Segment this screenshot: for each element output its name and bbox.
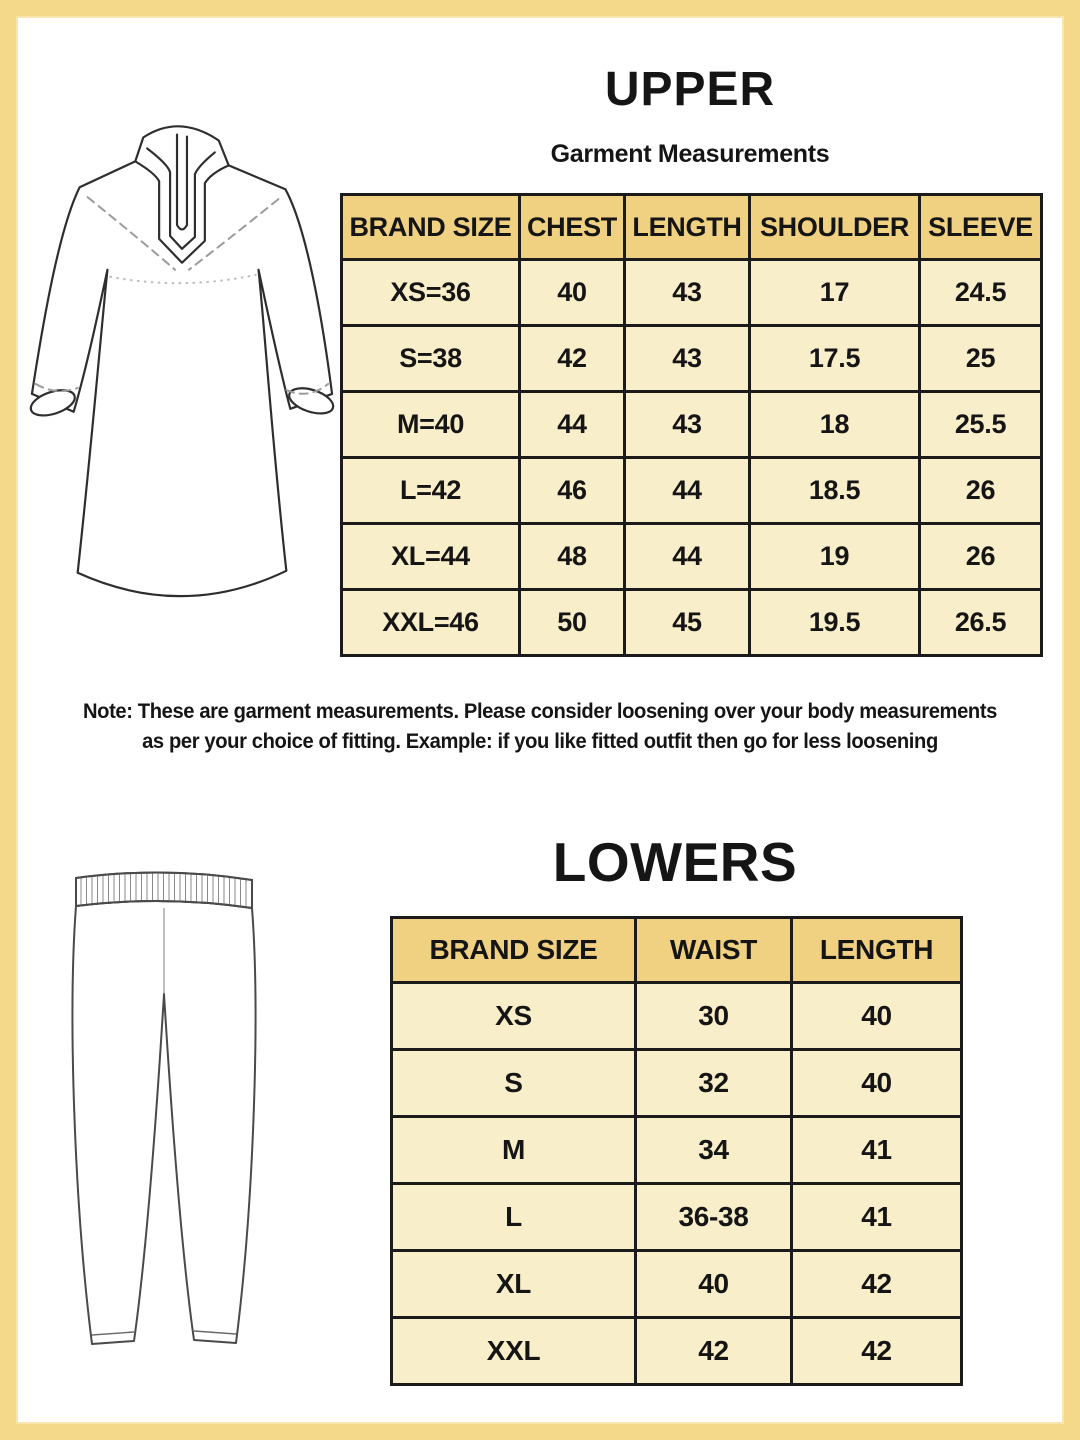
column-header-shoulder: SHOULDER bbox=[750, 195, 920, 260]
value-cell: 25 bbox=[920, 326, 1042, 392]
value-cell: 50 bbox=[520, 590, 625, 656]
note-line-1: Note: These are garment measurements. Please consider loosening over your body measurements bbox=[82, 700, 998, 723]
value-cell: 43 bbox=[625, 260, 750, 326]
value-cell: 43 bbox=[625, 392, 750, 458]
size-cell: L bbox=[392, 1184, 636, 1251]
value-cell: 41 bbox=[792, 1117, 962, 1184]
value-cell: 42 bbox=[792, 1251, 962, 1318]
value-cell: 30 bbox=[636, 983, 792, 1050]
table-row bbox=[342, 590, 1042, 656]
column-header-chest: CHEST bbox=[520, 195, 625, 260]
value-cell: 18 bbox=[750, 392, 920, 458]
value-cell: 41 bbox=[792, 1184, 962, 1251]
note-line-2: as per your choice of fitting. Example: if you like fitted outfit then go for less loosening bbox=[142, 730, 938, 753]
value-cell: 19 bbox=[750, 524, 920, 590]
value-cell: 42 bbox=[792, 1318, 962, 1385]
lowers-header-row bbox=[392, 918, 962, 983]
kurta-illustration bbox=[22, 106, 340, 654]
value-cell: 26 bbox=[920, 458, 1042, 524]
upper-header-row bbox=[342, 195, 1042, 260]
value-cell: 42 bbox=[520, 326, 625, 392]
column-header-length: LENGTH bbox=[792, 918, 962, 983]
lowers-section-title: LOWERS bbox=[552, 831, 798, 893]
size-cell: S=38 bbox=[342, 326, 520, 392]
upper-section-title: UPPER bbox=[604, 63, 776, 116]
table-row bbox=[392, 983, 962, 1050]
size-cell: XL=44 bbox=[342, 524, 520, 590]
measurement-note bbox=[70, 697, 1011, 757]
value-cell: 44 bbox=[625, 524, 750, 590]
value-cell: 17 bbox=[750, 260, 920, 326]
value-cell: 44 bbox=[625, 458, 750, 524]
table-row bbox=[342, 392, 1042, 458]
value-cell: 18.5 bbox=[750, 458, 920, 524]
size-cell: XXL=46 bbox=[342, 590, 520, 656]
size-cell: XXL bbox=[392, 1318, 636, 1385]
value-cell: 25.5 bbox=[920, 392, 1042, 458]
size-cell: XS=36 bbox=[342, 260, 520, 326]
value-cell: 40 bbox=[520, 260, 625, 326]
table-row bbox=[342, 458, 1042, 524]
value-cell: 40 bbox=[792, 1050, 962, 1117]
value-cell: 34 bbox=[636, 1117, 792, 1184]
table-row bbox=[392, 1184, 962, 1251]
value-cell: 24.5 bbox=[920, 260, 1042, 326]
table-row bbox=[392, 1050, 962, 1117]
value-cell: 40 bbox=[792, 983, 962, 1050]
size-cell: L=42 bbox=[342, 458, 520, 524]
size-cell: XS bbox=[392, 983, 636, 1050]
column-header-length: LENGTH bbox=[625, 195, 750, 260]
value-cell: 48 bbox=[520, 524, 625, 590]
value-cell: 43 bbox=[625, 326, 750, 392]
size-cell: S bbox=[392, 1050, 636, 1117]
table-row bbox=[392, 1318, 962, 1385]
pants-illustration bbox=[64, 862, 264, 1390]
value-cell: 32 bbox=[636, 1050, 792, 1117]
value-cell: 26 bbox=[920, 524, 1042, 590]
value-cell: 19.5 bbox=[750, 590, 920, 656]
size-cell: M bbox=[392, 1117, 636, 1184]
column-header-brand-size: BRAND SIZE bbox=[392, 918, 636, 983]
value-cell: 42 bbox=[636, 1318, 792, 1385]
value-cell: 40 bbox=[636, 1251, 792, 1318]
upper-section-subtitle: Garment Measurements bbox=[550, 140, 830, 168]
table-row bbox=[342, 326, 1042, 392]
size-cell: XL bbox=[392, 1251, 636, 1318]
value-cell: 26.5 bbox=[920, 590, 1042, 656]
table-row bbox=[392, 1117, 962, 1184]
value-cell: 44 bbox=[520, 392, 625, 458]
upper-size-table bbox=[340, 193, 1043, 657]
lowers-size-table bbox=[390, 916, 963, 1386]
column-header-waist: WAIST bbox=[636, 918, 792, 983]
value-cell: 45 bbox=[625, 590, 750, 656]
table-row bbox=[392, 1251, 962, 1318]
table-row bbox=[342, 260, 1042, 326]
column-header-sleeve: SLEEVE bbox=[920, 195, 1042, 260]
column-header-brand-size: BRAND SIZE bbox=[342, 195, 520, 260]
table-row bbox=[342, 524, 1042, 590]
size-cell: M=40 bbox=[342, 392, 520, 458]
value-cell: 17.5 bbox=[750, 326, 920, 392]
value-cell: 46 bbox=[520, 458, 625, 524]
value-cell: 36-38 bbox=[636, 1184, 792, 1251]
